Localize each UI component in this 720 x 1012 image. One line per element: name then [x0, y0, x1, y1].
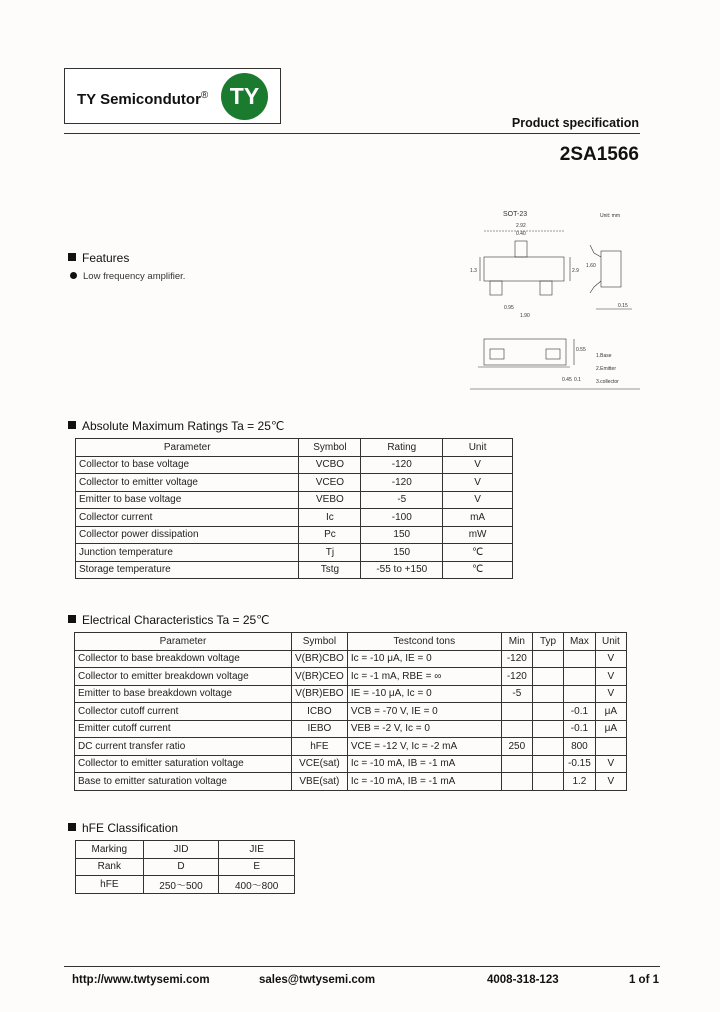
- table-cell: Storage temperature: [76, 561, 299, 579]
- table-row: [75, 720, 627, 738]
- table-cell: V(BR)CBO: [291, 650, 347, 668]
- pin-1-lead: [490, 281, 502, 295]
- header-cell: Unit: [443, 439, 513, 457]
- table-cell: VEBO: [299, 491, 361, 509]
- front-lead-right: [546, 349, 560, 359]
- table-header-row: [75, 633, 627, 651]
- dim-label: 1.3: [470, 268, 477, 274]
- dim-label: 2.92: [516, 223, 526, 229]
- unit-note: Unit: mm: [600, 213, 620, 219]
- table-row: [75, 738, 627, 756]
- table-cell: -5: [361, 491, 443, 509]
- hfe-classification-table: [75, 840, 295, 894]
- table-cell: 250: [501, 738, 532, 756]
- table-cell: [501, 773, 532, 791]
- header-cell: Testcond tons: [347, 633, 501, 651]
- table-row: [75, 685, 627, 703]
- table-row: [75, 755, 627, 773]
- table-cell: 150: [361, 544, 443, 562]
- table-cell: Collector power dissipation: [76, 526, 299, 544]
- registered-mark: ®: [200, 90, 209, 101]
- table-cell: JIE: [219, 841, 295, 859]
- package-body-top: [484, 257, 564, 281]
- table-cell: 150: [361, 526, 443, 544]
- table-cell: [564, 650, 596, 668]
- pin-label: 1.Base: [596, 353, 612, 359]
- footer-phone: 4008-318-123: [487, 974, 559, 986]
- table-cell: ℃: [443, 544, 513, 562]
- header-cell: Rating: [361, 439, 443, 457]
- page-number: 1 of 1: [628, 974, 659, 986]
- table-row: [76, 876, 295, 894]
- table-cell: JID: [143, 841, 219, 859]
- table-cell: D: [143, 858, 219, 876]
- pin-2-lead: [540, 281, 552, 295]
- header-cell: Unit: [595, 633, 626, 651]
- table-cell: Pc: [299, 526, 361, 544]
- footer-email-link[interactable]: sales@twtysemi.com: [259, 974, 376, 986]
- dim-label: 0.40: [516, 231, 526, 237]
- amr-heading: Absolute Maximum Ratings Ta = 25℃: [68, 419, 284, 433]
- table-row: [75, 650, 627, 668]
- header-cell: Symbol: [299, 439, 361, 457]
- table-cell: [533, 650, 564, 668]
- table-row: [76, 841, 295, 859]
- table-cell: [533, 738, 564, 756]
- header-cell: Max: [564, 633, 596, 651]
- table-cell: Collector to emitter saturation voltage: [75, 755, 292, 773]
- table-cell: μA: [595, 703, 626, 721]
- table-header-row: [76, 439, 513, 457]
- front-lead-left: [490, 349, 504, 359]
- dim-label: 0.55: [576, 347, 586, 353]
- table-cell: VBE(sat): [291, 773, 347, 791]
- bullet-square-icon: [68, 421, 76, 429]
- table-cell: 400～800: [219, 876, 295, 894]
- bullet-square-icon: [68, 823, 76, 831]
- table-cell: hFE: [291, 738, 347, 756]
- bullet-dot-icon: [70, 272, 77, 279]
- table-cell: VEB = -2 V, Ic = 0: [347, 720, 501, 738]
- table-cell: Marking: [76, 841, 144, 859]
- header-cell: Min: [501, 633, 532, 651]
- table-cell: mA: [443, 509, 513, 527]
- package-body-side: [601, 251, 621, 287]
- table-cell: VCE = -12 V, Ic = -2 mA: [347, 738, 501, 756]
- table-row: [76, 474, 513, 492]
- table-cell: [533, 755, 564, 773]
- table-cell: -55 to +150: [361, 561, 443, 579]
- table-cell: mW: [443, 526, 513, 544]
- header-cell: Parameter: [75, 633, 292, 651]
- table-cell: ℃: [443, 561, 513, 579]
- table-cell: -0.1: [564, 703, 596, 721]
- table-cell: V: [443, 474, 513, 492]
- table-row: [75, 773, 627, 791]
- ec-heading: Electrical Characteristics Ta = 25℃: [68, 613, 270, 627]
- table-cell: Collector to emitter voltage: [76, 474, 299, 492]
- table-cell: ICBO: [291, 703, 347, 721]
- dim-label: 1.60: [586, 263, 596, 269]
- hfe-heading: hFE Classification: [68, 821, 178, 835]
- table-row: [76, 456, 513, 474]
- package-drawing: [470, 205, 640, 391]
- table-cell: V(BR)EBO: [291, 685, 347, 703]
- table-row: [76, 858, 295, 876]
- table-cell: [533, 685, 564, 703]
- table-cell: -5: [501, 685, 532, 703]
- table-cell: [564, 668, 596, 686]
- table-row: [76, 509, 513, 527]
- bullet-square-icon: [68, 615, 76, 623]
- dim-label: 1.90: [520, 313, 530, 319]
- table-cell: Tj: [299, 544, 361, 562]
- table-cell: V: [443, 491, 513, 509]
- table-cell: IEBO: [291, 720, 347, 738]
- table-cell: DC current transfer ratio: [75, 738, 292, 756]
- table-cell: -120: [501, 650, 532, 668]
- table-cell: V: [595, 773, 626, 791]
- table-row: [76, 491, 513, 509]
- logo-box: [64, 68, 281, 124]
- feature-item: Low frequency amplifier.: [70, 271, 185, 282]
- header-cell: Typ: [533, 633, 564, 651]
- table-row: [76, 544, 513, 562]
- dim-label: 2.9: [572, 268, 579, 274]
- absolute-max-ratings-table: [75, 438, 513, 579]
- table-cell: Emitter cutoff current: [75, 720, 292, 738]
- table-cell: VCE(sat): [291, 755, 347, 773]
- table-cell: Tstg: [299, 561, 361, 579]
- table-cell: IE = -10 μA, Ic = 0: [347, 685, 501, 703]
- side-lead-bottom: [590, 281, 601, 293]
- table-cell: Ic = -10 mA, IB = -1 mA: [347, 755, 501, 773]
- company-name: TY Semicondutor®: [77, 90, 209, 108]
- table-cell: -0.1: [564, 720, 596, 738]
- dim-label: 0.15: [618, 303, 628, 309]
- table-row: [75, 703, 627, 721]
- table-cell: VCEO: [299, 474, 361, 492]
- electrical-characteristics-table: [74, 632, 627, 791]
- table-row: [76, 526, 513, 544]
- table-cell: V(BR)CEO: [291, 668, 347, 686]
- pin-label: 2.Emitter: [596, 366, 617, 372]
- dim-label: 0.95: [504, 305, 514, 311]
- table-cell: μA: [595, 720, 626, 738]
- table-cell: hFE: [76, 876, 144, 894]
- product-specification-label: Product specification: [511, 116, 639, 130]
- table-cell: [501, 755, 532, 773]
- dim-label: 0.1: [574, 377, 581, 383]
- table-cell: Collector to emitter breakdown voltage: [75, 668, 292, 686]
- header-cell: Parameter: [76, 439, 299, 457]
- package-body-front: [484, 339, 566, 365]
- table-cell: [533, 668, 564, 686]
- table-cell: [501, 703, 532, 721]
- table-cell: [533, 703, 564, 721]
- table-cell: Ic = -10 mA, IB = -1 mA: [347, 773, 501, 791]
- table-cell: V: [595, 755, 626, 773]
- table-cell: -120: [501, 668, 532, 686]
- table-cell: -0.15: [564, 755, 596, 773]
- features-heading: Features: [68, 251, 129, 265]
- footer-website-link[interactable]: http://www.twtysemi.com: [72, 974, 210, 986]
- bullet-square-icon: [68, 253, 76, 261]
- table-cell: Collector cutoff current: [75, 703, 292, 721]
- table-cell: [564, 685, 596, 703]
- table-row: [76, 561, 513, 579]
- pin-label: 3.collector: [596, 379, 619, 385]
- header-cell: Symbol: [291, 633, 347, 651]
- table-cell: Collector to base voltage: [76, 456, 299, 474]
- dim-label: 0.45: [562, 377, 572, 383]
- table-cell: -120: [361, 456, 443, 474]
- table-cell: 1.2: [564, 773, 596, 791]
- table-cell: VCBO: [299, 456, 361, 474]
- sot23-outline-drawing: [470, 205, 640, 391]
- table-cell: [533, 773, 564, 791]
- pin-3-lead: [515, 241, 527, 257]
- header-rule: [64, 133, 640, 134]
- table-cell: -120: [361, 474, 443, 492]
- table-cell: [501, 720, 532, 738]
- table-cell: V: [595, 650, 626, 668]
- table-cell: -100: [361, 509, 443, 527]
- table-cell: Ic = -1 mA, RBE = ∞: [347, 668, 501, 686]
- table-cell: 250～500: [143, 876, 219, 894]
- table-row: [75, 668, 627, 686]
- package-name: SOT-23: [503, 211, 528, 218]
- table-cell: Ic: [299, 509, 361, 527]
- table-cell: [595, 738, 626, 756]
- table-cell: Rank: [76, 858, 144, 876]
- table-cell: VCB = -70 V, IE = 0: [347, 703, 501, 721]
- table-cell: Emitter to base voltage: [76, 491, 299, 509]
- footer-rule: [64, 966, 660, 967]
- table-cell: V: [595, 668, 626, 686]
- table-cell: Base to emitter saturation voltage: [75, 773, 292, 791]
- table-cell: V: [443, 456, 513, 474]
- table-cell: Collector to base breakdown voltage: [75, 650, 292, 668]
- table-cell: Collector current: [76, 509, 299, 527]
- table-cell: Junction temperature: [76, 544, 299, 562]
- part-number: 2SA1566: [559, 144, 639, 165]
- table-cell: V: [595, 685, 626, 703]
- table-cell: E: [219, 858, 295, 876]
- ty-logo-badge: TY: [221, 73, 268, 120]
- table-cell: 800: [564, 738, 596, 756]
- table-cell: Ic = -10 μA, IE = 0: [347, 650, 501, 668]
- side-lead-top: [590, 245, 601, 257]
- table-cell: Emitter to base breakdown voltage: [75, 685, 292, 703]
- table-cell: [533, 720, 564, 738]
